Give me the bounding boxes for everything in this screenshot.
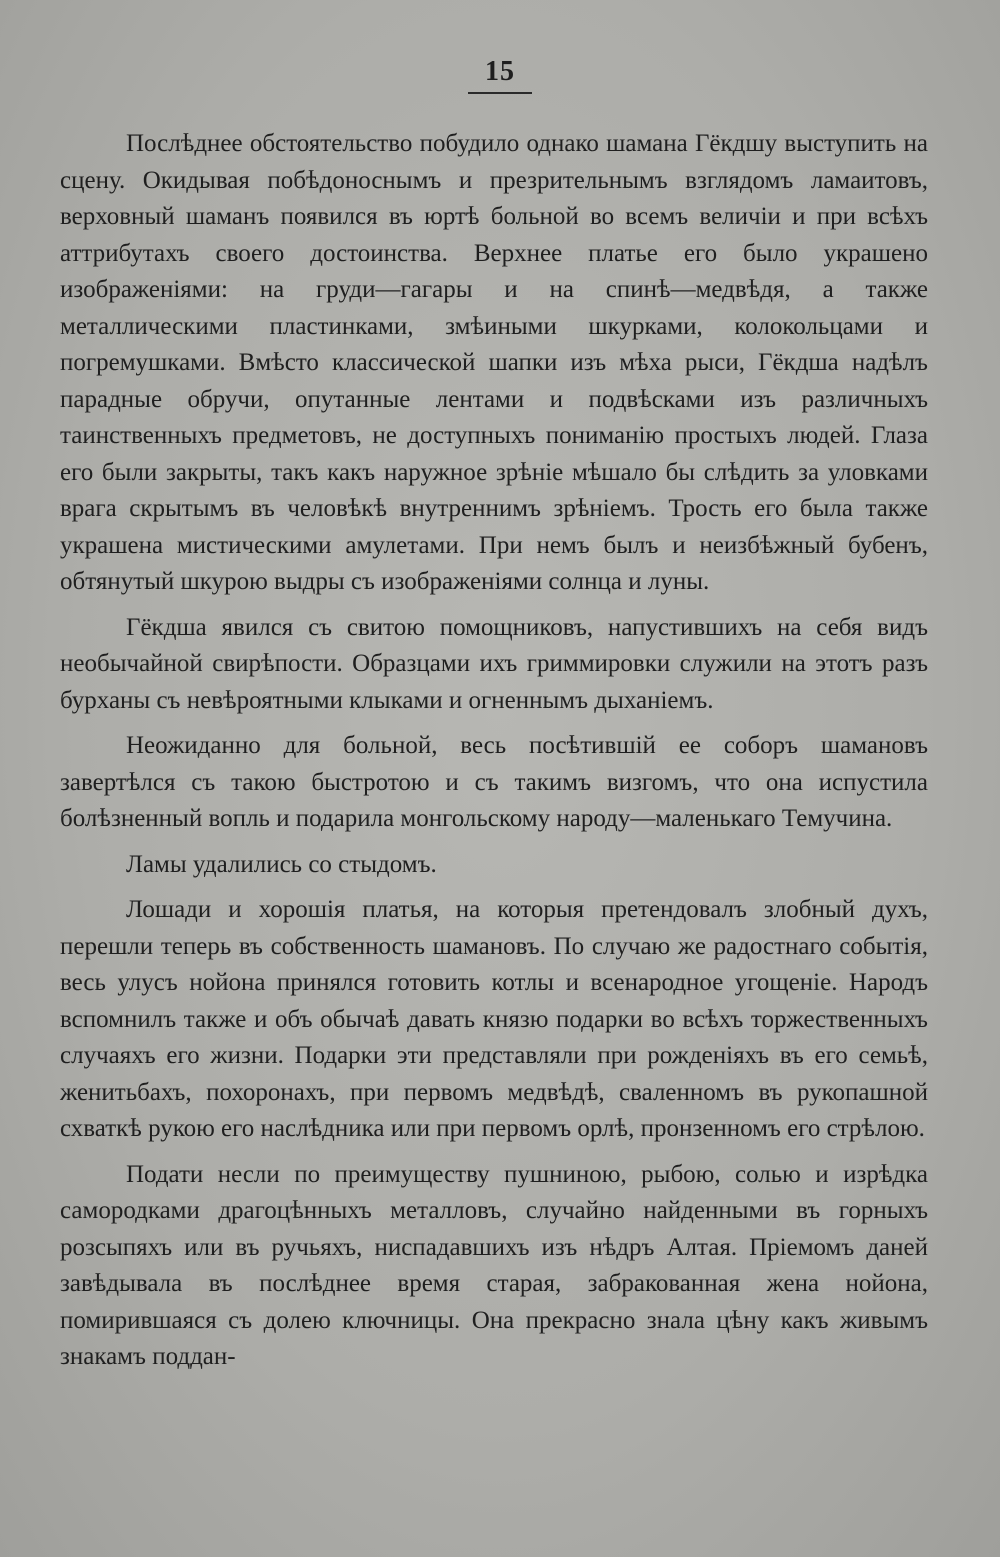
paragraph-6: Подати несли по преимуществу пушниною, рыбою, солью и изрѣдка самородками драгоцѣнныхъ металловъ, случайно найденными въ горныхъ розсыпяхъ или въ ручьяхъ, ниспадавшихъ изъ нѣдръ Алтая. Пріемомъ даней завѣдывала въ послѣднее время старая, забракованная жена нойона, помирившаяся съ долею ключницы. Она прекрасно знала цѣну какъ живымъ знакамъ поддан- [60, 1160, 928, 1370]
page-number: 15 [485, 56, 515, 87]
body-text [60, 126, 928, 1385]
paragraph-2: Гёкдша явился съ свитою помощниковъ, напустившихъ на себя видъ необычайной свирѣпости. Образцами ихъ гриммировки служили на этотъ разъ бурханы съ невѣроятными клыками и огненнымъ дыханіемъ. [60, 613, 928, 714]
page-number-rule [468, 92, 532, 94]
paragraph-1: Послѣднее обстоятельство побудило однако шамана Гёкдшу выступить на сцену. Окидывая побѣдоноснымъ и презрительнымъ взглядомъ ламаитовъ, верховный шаманъ появился въ юртѣ больной во всемъ величіи и при всѣхъ аттрибутахъ своего достоинства. Верхнее платье его было украшено изображеніями: на груди—гагары и на спинѣ—медвѣдя, а также металлическими пластинками, змѣиными шкурками, колокольцами и погремушками. Вмѣсто классической шапки изъ мѣха рыси, Гёкдша надѣлъ парадные обручи, опутанные лентами и подвѣсками изъ различныхъ таинственныхъ предметовъ, не доступныхъ пониманію простыхъ людей. Глаза его были закрыты, такъ какъ наружное зрѣніе мѣшало бы слѣдить за уловками врага скрытымъ въ человѣкѣ внутреннимъ зрѣніемъ. Трость его была также украшена мистическими амулетами. При немъ былъ и неизбѣжный бубенъ, обтянутый шкурою выдры съ изображеніями солнца и луны. [60, 130, 928, 595]
paragraph-4: Ламы удалились со стыдомъ. [126, 850, 437, 878]
paragraph-3: Неожиданно для больной, весь посѣтившій ее соборъ шамановъ завертѣлся съ такою быстротою и съ такимъ визгомъ, что она испустила болѣзненный вопль и подарила монгольскому народу—маленькаго Темучина. [60, 732, 928, 832]
paragraph-5: Лошади и хорошія платья, на которыя претендовалъ злобный духъ, перешли теперь въ собственность шамановъ. По случаю же радостнаго событія, весь улусъ нойона принялся готовить котлы и всенародное угощеніе. Народъ вспомнилъ также и объ обычаѣ давать князю подарки во всѣхъ торжественныхъ случаяхъ его жизни. Подарки эти представляли при рожденіяхъ въ его семьѣ, женитьбахъ, похоронахъ, при первомъ медвѣдѣ, сваленномъ въ рукопашной схваткѣ рукою его наслѣдника или при первомъ орлѣ, пронзенномъ его стрѣлою. [60, 896, 928, 1142]
